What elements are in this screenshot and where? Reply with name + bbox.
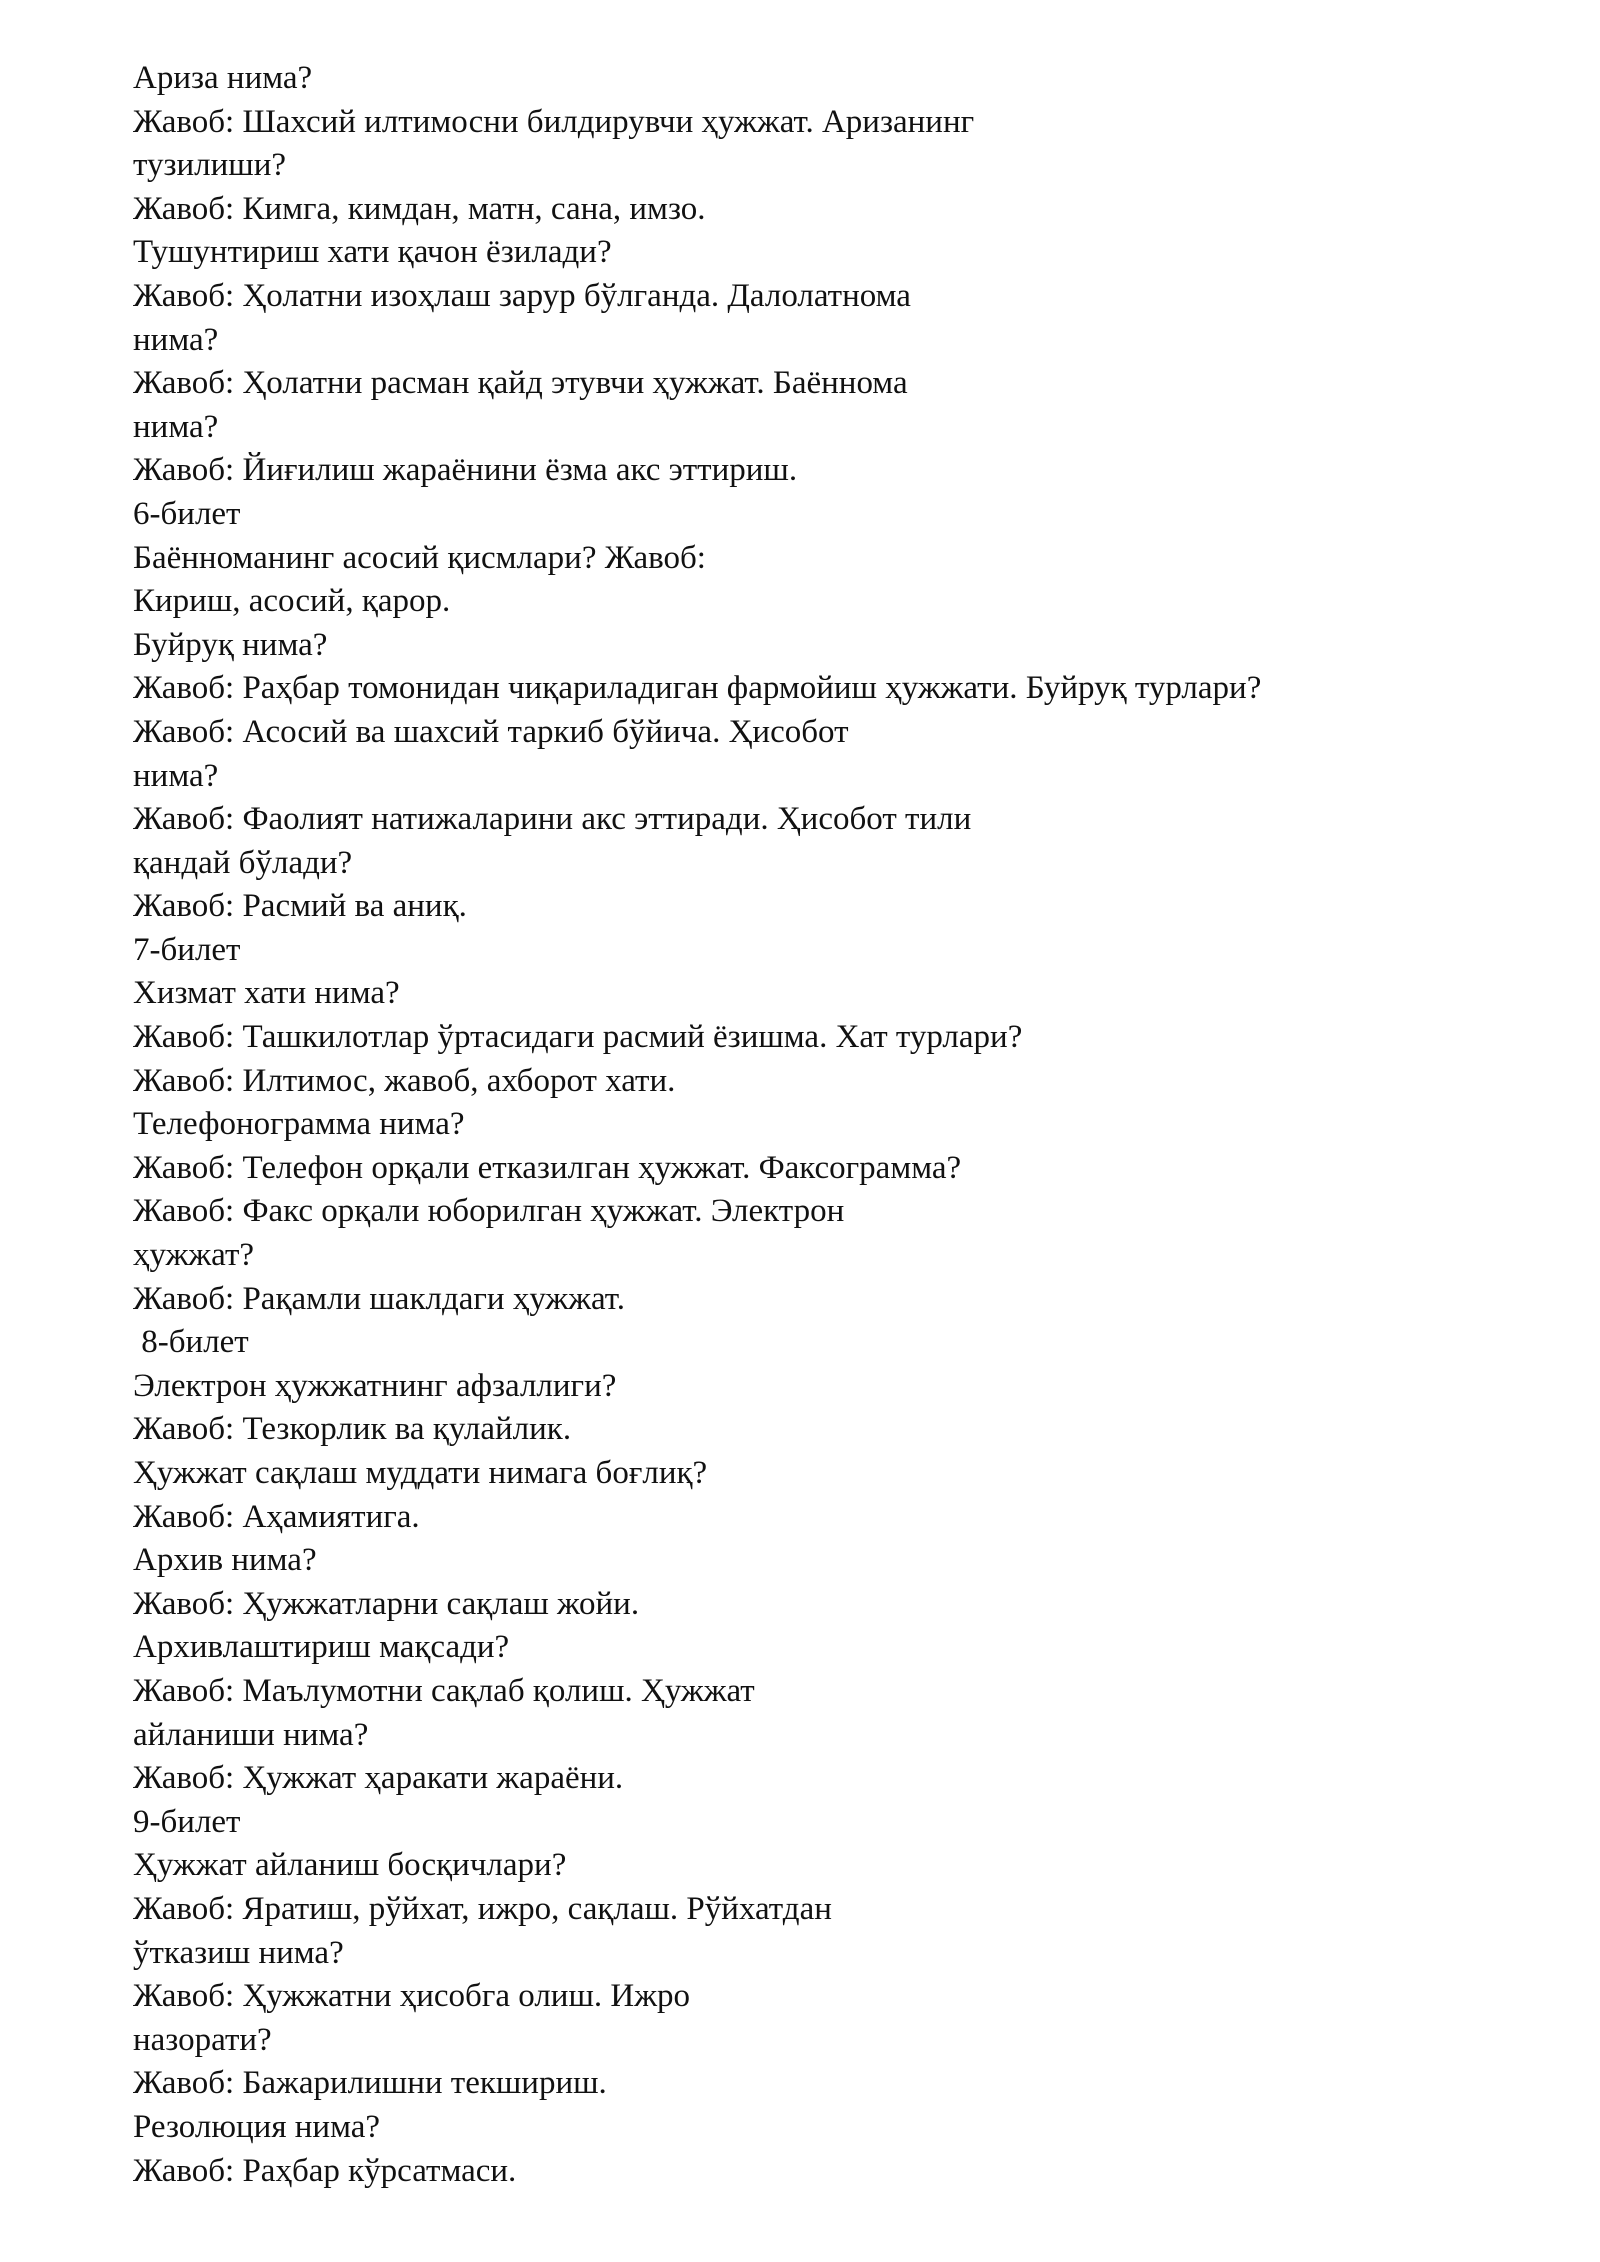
ticket-heading: 8-билет [133,1324,249,1361]
answer-line: Жавоб: Шахсий илтимосни билдирувчи ҳужжат. Аризанинг [133,103,975,140]
question-line: Ҳужжат айланиш босқичлари? [133,1847,567,1884]
answer-line: Жавоб: Ташкилотлар ўртасидаги расмий ёзишма. Хат турлари? [133,1019,1023,1056]
question-line: Ариза нима? [133,60,313,96]
answer-line: Жавоб: Телефон орқали етказилган ҳужжат. Факсограмма? [133,1149,962,1186]
answer-line: Жавоб: Ҳужжат ҳаракати жараёни. [133,1760,624,1797]
question-line: нима? [133,757,219,794]
question-line: назорати? [133,2021,272,2058]
question-line: Архивлаштириш мақсади? [133,1629,510,1666]
answer-line: Жавоб: Маълумотни сақлаб қолиш. Ҳужжат [133,1672,755,1709]
question-line: тузилиши? [133,147,287,184]
answer-line: Жавоб: Раҳбар кўрсатмаси. [133,2152,517,2189]
answer-line: Жавоб: Ҳолатни изоҳлаш зарур бўлганда. Далолатнома [133,277,911,314]
answer-line: Жавоб: Кимга, кимдан, матн, сана, имзо. [133,190,706,227]
ticket-heading: 7-билет [133,931,241,968]
answer-line: Жавоб: Фаолият натижаларини акс эттиради. Ҳисобот тили [133,801,972,838]
answer-line: Жавоб: Асосий ва шахсий таркиб бўйича. Ҳисобот [133,713,849,750]
answer-line: Жавоб: Ҳужжатни ҳисобга олиш. Ижро [133,1978,691,2015]
answer-line: Жавоб: Расмий ва аниқ. [133,888,467,925]
ticket-heading: 9-билет [133,1803,241,1840]
ticket-heading: 6-билет [133,495,241,532]
answer-line: Жавоб: Рақамли шаклдаги ҳужжат. [133,1280,625,1317]
question-line: Баённоманинг асосий қисмлари? Жавоб: [133,539,706,576]
answer-line: Жавоб: Ҳужжатларни сақлаш жойи. [133,1585,640,1622]
answer-line: Жавоб: Бажарилишни текшириш. [133,2065,607,2102]
question-line: Тушунтириш хати қачон ёзилади? [133,234,612,271]
question-line: Телефонограмма нима? [133,1106,465,1143]
question-line: ҳужжат? [133,1237,255,1274]
document-page [133,57,1553,2193]
question-line: нима? [133,321,219,358]
answer-line: Жавоб: Яратиш, рўйхат, ижро, сақлаш. Рўйхатдан [133,1890,832,1927]
question-line: ўтказиш нима? [133,1934,344,1971]
answer-line: Жавоб: Факс орқали юборилган ҳужжат. Электрон [133,1193,845,1230]
answer-line: Жавоб: Ҳолатни расман қайд этувчи ҳужжат. Баённома [133,365,908,402]
answer-line: Жавоб: Тезкорлик ва қулайлик. [133,1411,572,1448]
question-line: Резолюция нима? [133,2108,381,2145]
question-line: Хизмат хати нима? [133,975,400,1012]
answer-line: Жавоб: Раҳбар томонидан чиқариладиган фармойиш ҳужжати. Буйруқ турлари? [133,670,1262,707]
question-line: Архив нима? [133,1542,317,1579]
question-line: қандай бўлади? [133,844,353,881]
answer-line: Жавоб: Илтимос, жавоб, ахборот хати. [133,1062,676,1099]
question-line: нима? [133,408,219,445]
answer-line: Кириш, асосий, қарор. [133,583,451,620]
question-line: Электрон ҳужжатнинг афзаллиги? [133,1367,617,1404]
question-line: айланиши нима? [133,1716,369,1753]
question-line: Буйруқ нима? [133,626,328,663]
question-line: Ҳужжат сақлаш муддати нимага боғлиқ? [133,1455,708,1491]
answer-line: Жавоб: Йиғилиш жараёнини ёзма акс эттириш. [133,452,798,489]
answer-line: Жавоб: Аҳамиятига. [133,1498,420,1535]
